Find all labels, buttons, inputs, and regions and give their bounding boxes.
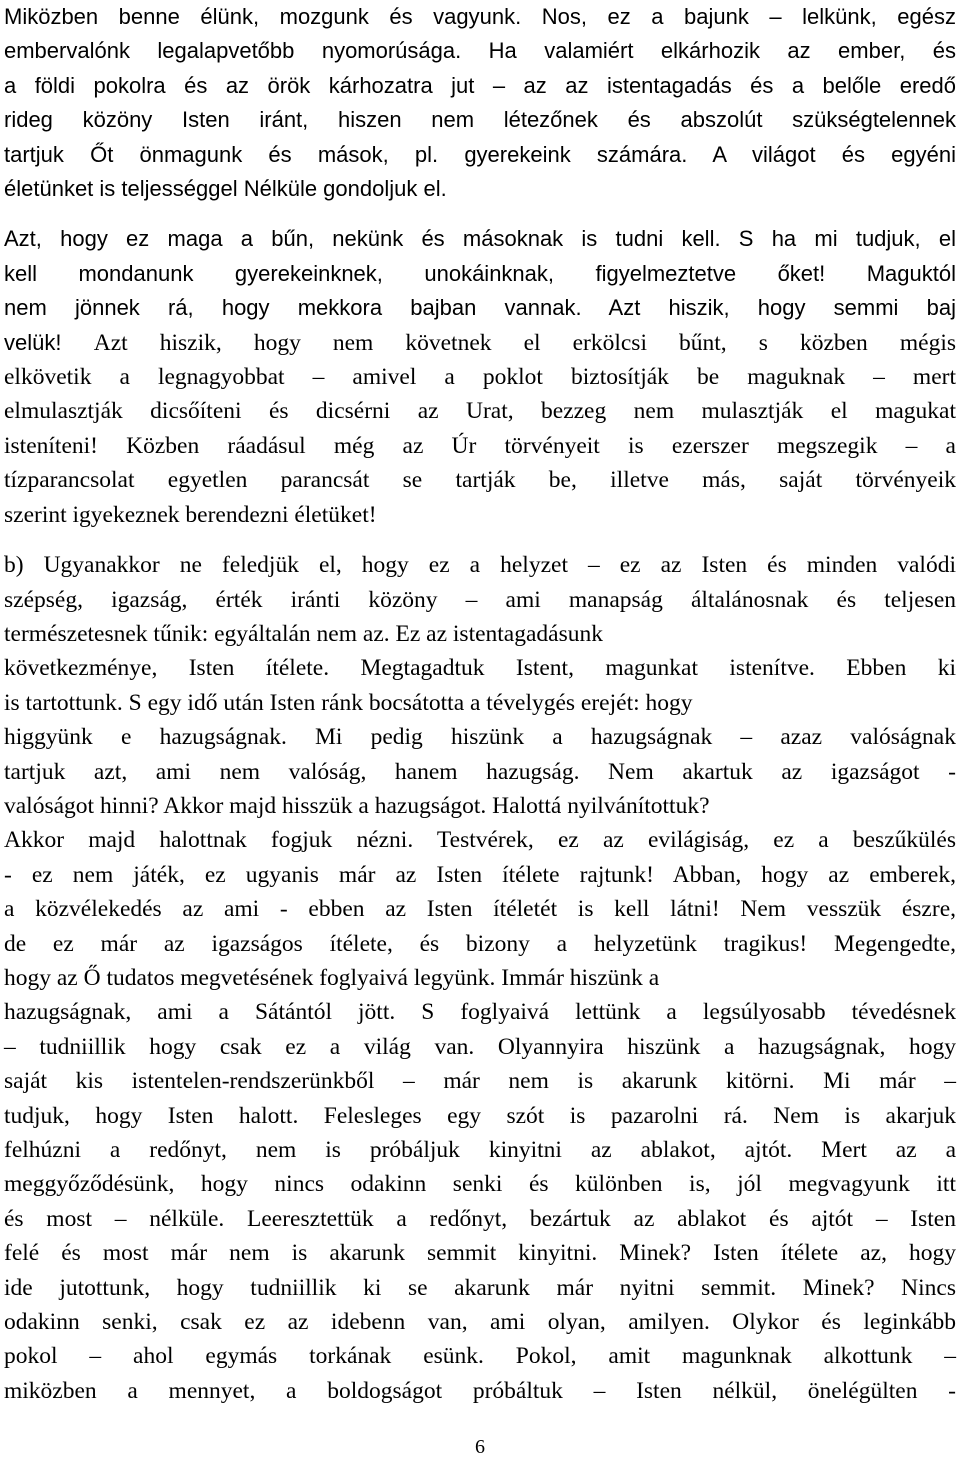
text-line: pokol – ahol egymás torkának esünk. Pokol, amit magunknak alkottunk – (4, 1343, 956, 1370)
text-line: tartjuk azt, ami nem valóság, hanem hazugság. Nem akartuk az igazságot - (4, 758, 956, 785)
text-line: rideg közöny Isten iránt, hiszen nem létezőnek és abszolút szükségtelennek (4, 107, 956, 133)
text-line: tartjuk Őt önmagunk és mások, pl. gyerekeink számára. A világot és egyéni (4, 141, 956, 167)
paragraph-gap (4, 206, 956, 222)
text-line: miközben a mennyet, a boldogságot próbáltuk – Isten nélkül, önelégülten - (4, 1377, 956, 1404)
text-line: felhúzni a redőnyt, nem is próbáljuk kinyitni az ablakot, ajtót. Mert az a (4, 1137, 956, 1163)
text-line: ide jutottunk, hogy tudniillik ki se akarunk már nyitni semmit. Minek? Nincs (4, 1274, 956, 1301)
text-line: odakinn senki, csak ez az idebenn van, ami olyan, amilyen. Olykor és leginkább (4, 1309, 956, 1336)
text-line: és most – nélküle. Leeresztettük a redőnyt, bezártuk az ablakot és ajtót – Isten (4, 1205, 956, 1232)
text-line: tízparancsolat egyetlen parancsát se tartják be, illetve más, saját törvényeik (4, 467, 956, 494)
text-line: a földi pokolra és az örök kárhozatra jut – az az istentagadás és a belőle eredő (4, 72, 956, 98)
text-line: hogy az Ő tudatos megvetésének foglyaivá legyünk. Immár hiszünk a (4, 964, 660, 991)
text-line: b) Ugyanakkor ne feledjük el, hogy ez a helyzet – ez az Isten és minden valódi (4, 552, 956, 579)
paragraph-2 (4, 222, 956, 532)
text-line: nem jönnek rá, hogy mekkora bajban vannak. Azt hiszik, hogy semmi baj (4, 295, 956, 321)
text-line: higgyünk e hazugságnak. Mi pedig hiszünk a hazugságnak – azaz valóságnak (4, 724, 956, 751)
text-line: kell mondanunk gyerekeinknek, unokáinknak, figyelmeztetve őket! Maguktól (4, 260, 956, 286)
text-line: felé és most már nem is akarunk semmit kinyitni. Minek? Isten ítélete az, hogy (4, 1240, 956, 1267)
text-line: Azt, hogy ez maga a bűn, nekünk és másoknak is tudni kell. S ha mi tudjuk, el (4, 226, 956, 252)
text-line: a közvélekedés az ami - ebben az Isten ítéletét is kell látni! Nem vesszük észre, (4, 896, 956, 923)
paragraph-gap (4, 532, 956, 548)
paragraph-1 (4, 0, 956, 206)
text-line: elkövetik a legnagyobbat – amivel a poklot biztosítják be maguknak – mert (4, 364, 956, 391)
text-line: szerint igyekeznek berendezni életüket! (4, 501, 377, 528)
text-line: de ez már az igazságos ítélete, és bizony a helyzetünk tragikus! Megengedte, (4, 930, 956, 957)
paragraph-3 (4, 548, 956, 1408)
text-segment-serif: Azt hiszik, hogy nem követnek el erkölcsi bűnt, s közben mégis (93, 329, 956, 356)
text-line: elmulasztják dicsőíteni és dicsérni az Urat, bezzeg nem mulasztják el magukat (4, 398, 956, 425)
text-line: embervalónk legalapvetőbb nyomorúsága. Ha valamiért elkárhozik az ember, és (4, 38, 956, 64)
text-line: meggyőződésünk, hogy nincs odakinn senki és különben is, jól megvagyunk itt (4, 1171, 956, 1198)
text-line: valóságot hinni? Akkor majd hisszük a hazugságot. Halottá nyilvánítottuk? (4, 792, 710, 819)
text-line: is tartottunk. S egy idő után Isten ránk bocsátotta a tévelygés erejét: hogy (4, 689, 693, 716)
text-line: – tudniillik hogy csak ez a világ van. Olyannyira hiszünk a hazugságnak, hogy (4, 1033, 956, 1060)
text-line: természetesnek tűnik: egyáltalán nem az. Ez az istentagadásunk (4, 620, 603, 647)
page-number: 6 (475, 1436, 485, 1458)
text-line: tudjuk, hogy Isten halott. Felesleges egy szót is pazarolni rá. Nem is akarjuk (4, 1102, 956, 1129)
text-line: saját kis istentelen-rendszerünkből – már nem is akarunk kitörni. Mi már – (4, 1068, 956, 1095)
text-line: Miközben benne élünk, mozgunk és vagyunk. Nos, ez a bajunk – lelkünk, egész (4, 4, 956, 29)
text-line-mixed (4, 326, 956, 360)
text-line: következménye, Isten ítélete. Megtagadtuk Istent, magunkat istenítve. Ebben ki (4, 655, 956, 682)
text-line: - ez nem játék, ez ugyanis már az Isten ítélete rajtunk! Abban, hogy az emberek, (4, 861, 956, 888)
text-line: hazugságnak, ami a Sátántól jött. S foglyaivá lettünk a legsúlyosabb tévedésnek (4, 999, 956, 1026)
text-line: isteníteni! Közben ráadásul még az Úr törvényeit is ezerszer megszegik – a (4, 432, 956, 459)
text-line: életünket is teljességgel Nélküle gondoljuk el. (4, 176, 447, 202)
text-line: szépség, igazság, érték iránti közöny – ami manapság általánosnak és teljesen (4, 586, 956, 613)
text-line: Akkor majd halottnak fogjuk nézni. Testvérek, ez az evilágiság, ez a beszűkülés (4, 827, 956, 854)
document-page (4, 0, 956, 1408)
text-segment-sans: velük! (4, 329, 94, 355)
